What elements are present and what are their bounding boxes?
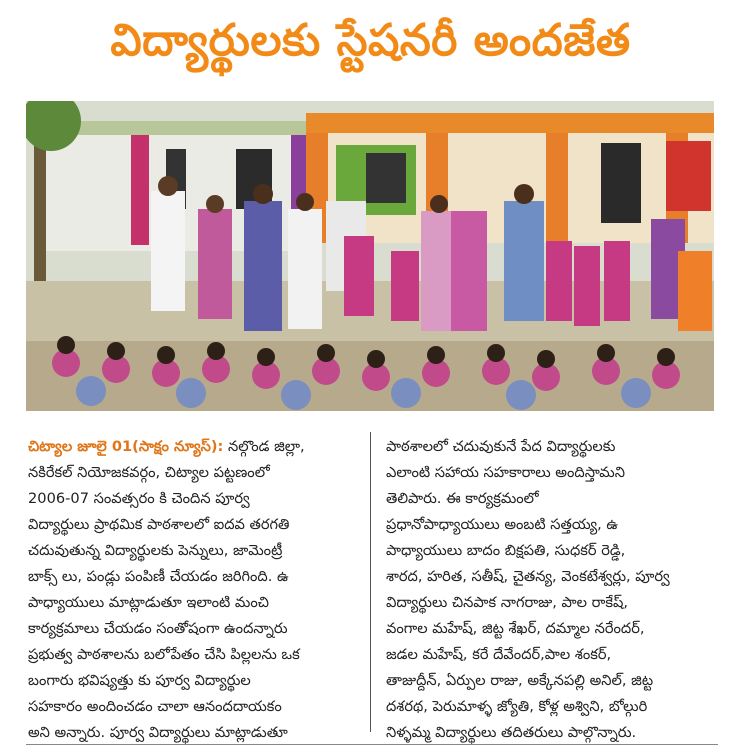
article-line: నిళ్ళమ్మ విద్యార్థులు తదితరులు పాల్గొన్నారు. xyxy=(386,724,637,741)
article-line: పాధ్యాయులు బాదం బిక్షపతి, సుధకర్ రెడ్డి, xyxy=(386,542,626,559)
dateline: చిట్యాల జూలై 01(సాక్షం న్యూస్): xyxy=(28,438,224,455)
article-line: విద్యార్థులు ప్రాథమిక పాఠశాలలో ఐదవ తరగతి xyxy=(28,516,290,533)
article-line: చదువుతున్న విద్యార్థులకు పెన్నులు, జామెంట్రీ xyxy=(28,542,283,559)
article-line: చిట్యాల జూలై 01(సాక్షం న్యూస్): నల్గొండ జిల్లా, xyxy=(28,438,305,455)
article-left-column xyxy=(28,434,358,746)
article-line: ఎలాంటి సహాయ సహకారాలు అందిస్తామని xyxy=(386,464,625,481)
article-line: పాఠశాలలో చదువుకునే పేద విద్యార్థులకు xyxy=(386,438,616,455)
article-line: పాధ్యాయులు మాట్లాడుతూ ఇలాంటి మంచి xyxy=(28,594,269,611)
article-line: విద్యార్థులు చినపాక నాగరాజు, పాల రాకేష్, xyxy=(386,594,629,611)
article-line: జడల మహేష్, కరే దేవేందర్,పాల శంకర్, xyxy=(386,646,612,663)
article-line: బంగారు భవిష్యత్తు కు పూర్వ విద్యార్థుల xyxy=(28,672,251,689)
article-line: ప్రధానోపాధ్యాయులు అంబటి సత్తయ్య, ఉ xyxy=(386,516,619,533)
article-right-column xyxy=(386,434,714,746)
article-line: సహకారం అందించడం చాలా ఆనందదాయకం xyxy=(28,698,282,715)
article-line: బాక్స్ లు, పండ్లు పంపిణీ చేయడం జరిగింది. ఉ xyxy=(28,568,289,585)
article-line: తెలిపారు. ఈ కార్యక్రమంలో xyxy=(386,490,539,507)
article-line: వంగాల మహేష్, జిట్ట శేఖర్, దమ్మాల నరేందర్, xyxy=(386,620,645,637)
article-line: ప్రభుత్వ పాఠశాలను బలోపేతం చేసి పిల్లలను ఒక xyxy=(28,646,300,663)
article-line: కార్యక్రమాలు చేయడం సంతోషంగా ఉందన్నారు xyxy=(28,620,288,637)
article-line: అని అన్నారు. పూర్వ విద్యార్థులు మాట్లాడుతూ xyxy=(28,724,288,741)
article-line: దశరథ, పెరుమాళ్ళ జ్యోతి, కోళ్ల అశ్విని, బోల్గురి xyxy=(386,698,648,715)
article-line: నకిరేకల్ నియోజకవర్గం, చిట్యాల పట్టణంలో xyxy=(28,464,270,481)
article-line: 2006-07 సంవత్సరం కి చెందిన పూర్వ xyxy=(28,490,250,507)
bottom-rule xyxy=(26,744,718,745)
article-line: శారద, హరిత, సతీష్, చైతన్య, వెంకటేశ్వర్లు, పూర్వ xyxy=(386,568,670,585)
headline: విద్యార్థులకు స్టేషనరీ అందజేత xyxy=(110,15,631,66)
article-line: తాజుద్దీన్, ఏర్పుల రాజు, అక్కేనపల్లి అనిల్, జిట్ట xyxy=(386,672,654,689)
column-divider xyxy=(370,432,371,732)
news-photo xyxy=(26,101,714,411)
